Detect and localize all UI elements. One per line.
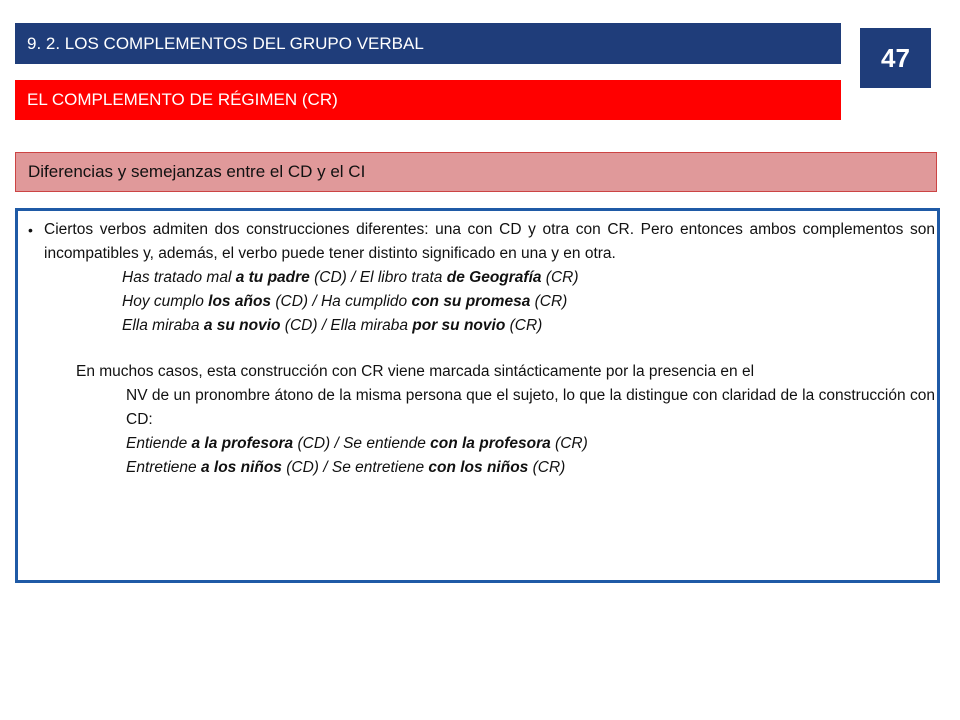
example-text: (CR) — [530, 293, 568, 310]
paragraph-first-line: En muchos casos, esta construcción con CR viene marcada sintácticamente por la presencia en el — [76, 363, 755, 380]
example-text: (CD) / Ella miraba — [280, 317, 413, 334]
example-line — [122, 266, 935, 290]
example-text: (CD) / El libro trata — [309, 269, 447, 286]
example-text: Has tratado mal — [122, 269, 236, 286]
page-number: 47 — [881, 42, 910, 73]
example-text: (CD) / Ha cumplido — [271, 293, 412, 310]
example-text: (CR) — [528, 459, 566, 476]
example-highlight: los años — [208, 293, 272, 310]
example-highlight: con la profesora — [430, 435, 551, 452]
bullet-icon: • — [28, 222, 33, 238]
example-line — [126, 456, 935, 480]
bullet-paragraph — [28, 218, 935, 266]
example-line — [122, 314, 935, 338]
example-highlight: a su novio — [203, 317, 281, 334]
topic-title: EL COMPLEMENTO DE RÉGIMEN (CR) — [27, 90, 338, 109]
example-highlight: por su novio — [412, 317, 506, 334]
example-text: Entiende — [126, 435, 192, 452]
example-highlight: de Geografía — [446, 269, 542, 286]
example-text: Hoy cumplo — [122, 293, 209, 310]
example-line — [126, 432, 935, 456]
example-text: Ella miraba — [122, 317, 204, 334]
example-highlight: con su promesa — [411, 293, 531, 310]
subtopic-title: Diferencias y semejanzas entre el CD y el CI — [28, 162, 366, 181]
example-highlight: con los niños — [428, 459, 529, 476]
example-highlight: a la profesora — [191, 435, 294, 452]
bullet-text: Ciertos verbos admiten dos construcciones diferentes: una con CD y otra con CR. Pero entonces ambos complementos son incompatibles y, además, el verbo puede tener distinto significado en una y en otra. — [44, 221, 935, 262]
example-text: (CR) — [541, 269, 579, 286]
example-text: Entretiene — [126, 459, 201, 476]
example-text: (CD) / Se entretiene — [281, 459, 429, 476]
example-text: (CR) — [505, 317, 543, 334]
paragraph-body: NV de un pronombre átono de la misma persona que el sujeto, lo que la distingue con claridad de la construcción con CD: — [126, 387, 935, 428]
example-text: (CD) / Se entiende — [293, 435, 431, 452]
example-highlight: a tu padre — [235, 269, 310, 286]
example-line — [122, 290, 935, 314]
example-highlight: a los niños — [200, 459, 282, 476]
subtopic-title-bar — [15, 152, 937, 192]
explanation-paragraph — [76, 360, 935, 480]
section-title: 9. 2. LOS COMPLEMENTOS DEL GRUPO VERBAL — [27, 33, 424, 53]
page-number-badge — [860, 28, 931, 88]
content-box — [15, 208, 940, 583]
section-title-bar — [15, 23, 841, 64]
example-text: (CR) — [550, 435, 588, 452]
topic-title-bar — [15, 80, 841, 120]
